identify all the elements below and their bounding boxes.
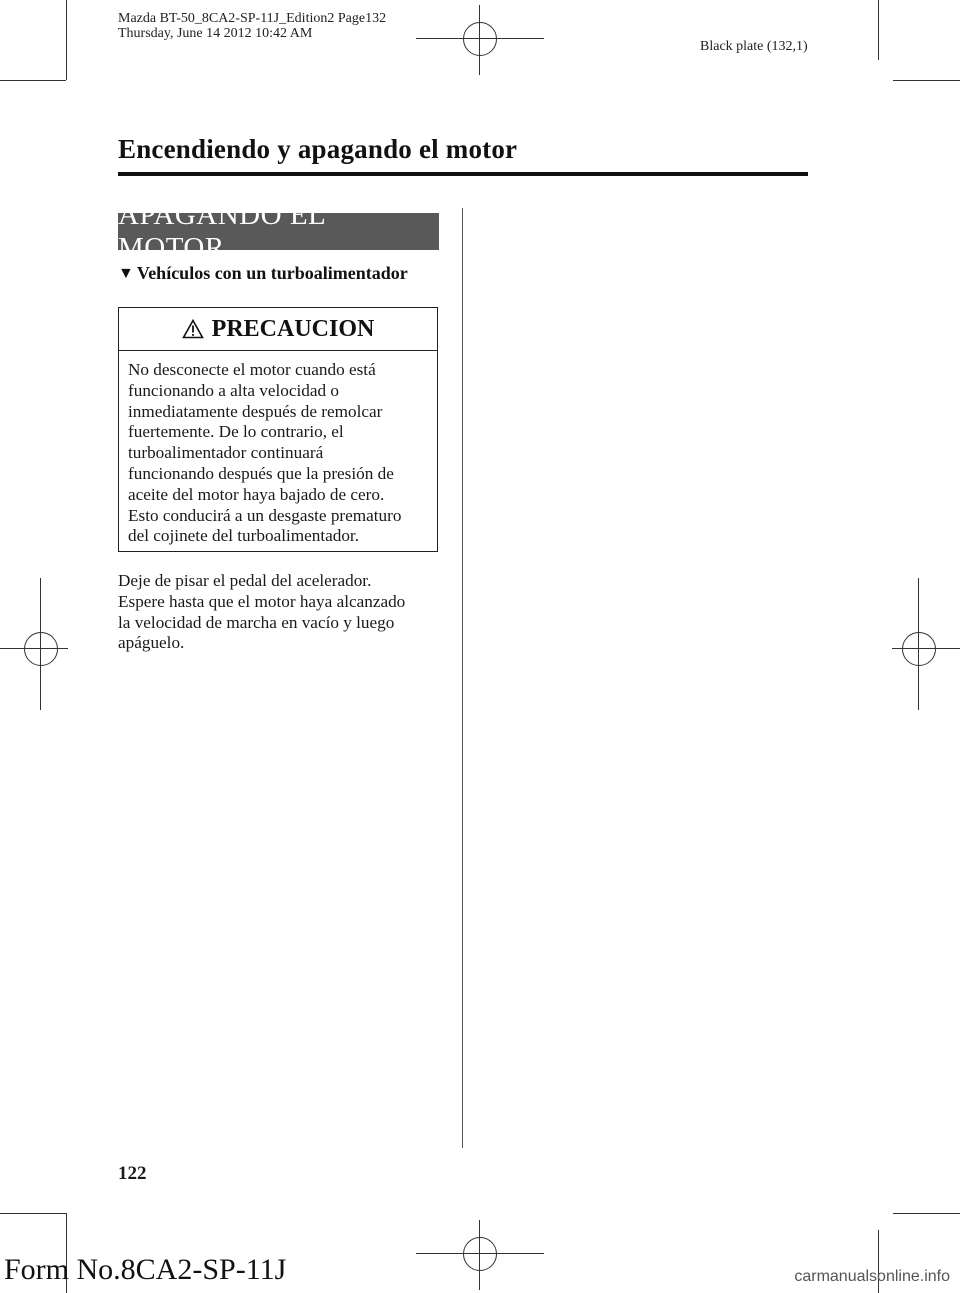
caution-header: [119, 308, 437, 351]
warning-triangle-icon: [182, 319, 204, 339]
section-heading-box: [118, 198, 439, 264]
caution-line: funcionando a alta velocidad o: [128, 380, 339, 400]
registration-mark-circle: [24, 632, 58, 666]
section-title: Encendiendo y apagando el motor: [118, 134, 518, 164]
caution-line: Esto conducirá a un desgaste prematuro: [128, 505, 402, 525]
body-line: Deje de pisar el pedal del acelerador.: [118, 571, 372, 590]
page-number: 122: [118, 1163, 147, 1184]
section-heading: APAGANDO EL MOTOR: [118, 198, 326, 264]
print-meta-line2: Thursday, June 14 2012 10:42 AM: [118, 26, 313, 41]
caution-line: turboalimentador continuará: [128, 443, 324, 463]
form-number: Form No.8CA2-SP-11J: [4, 1253, 287, 1286]
caution-line: del cojinete del turboalimentador.: [128, 526, 359, 546]
body-line: la velocidad de marcha en vacío y luego: [118, 612, 395, 632]
print-meta-plate: Black plate (132,1): [700, 39, 808, 54]
crop-mark: [893, 80, 960, 81]
crop-mark: [0, 1213, 66, 1214]
body-line: apáguelo.: [118, 633, 185, 653]
crop-mark: [0, 80, 66, 81]
subheading: [118, 263, 408, 284]
column-divider: [462, 208, 463, 1148]
crop-mark: [893, 1213, 960, 1214]
crop-mark: [66, 0, 67, 80]
caution-title: PRECAUCION: [211, 315, 375, 342]
registration-mark-circle: [463, 22, 497, 56]
registration-mark-circle: [463, 1237, 497, 1271]
body-line: Espere hasta que el motor haya alcanzado: [118, 591, 406, 611]
caution-line: No desconecte el motor cuando está: [128, 360, 376, 379]
caution-line: fuertemente. De lo contrario, el: [128, 422, 344, 442]
caution-box: [118, 307, 438, 552]
triangle-down-icon: ▼: [118, 264, 134, 282]
caution-text: [119, 351, 437, 547]
print-meta-line1: Mazda BT-50_8CA2-SP-11J_Edition2 Page132: [118, 11, 387, 26]
body-paragraph: [118, 571, 448, 654]
subheading-text: Vehículos con un turboalimentador: [136, 263, 408, 283]
caution-line: inmediatamente después de remolcar: [128, 401, 383, 421]
caution-line: aceite del motor haya bajado de cero.: [128, 484, 385, 504]
watermark: carmanualsonline.info: [794, 1268, 950, 1285]
caution-line: funcionando después que la presión de: [128, 463, 394, 483]
title-rule: [118, 172, 808, 176]
crop-mark: [878, 0, 879, 60]
registration-mark-circle: [902, 632, 936, 666]
